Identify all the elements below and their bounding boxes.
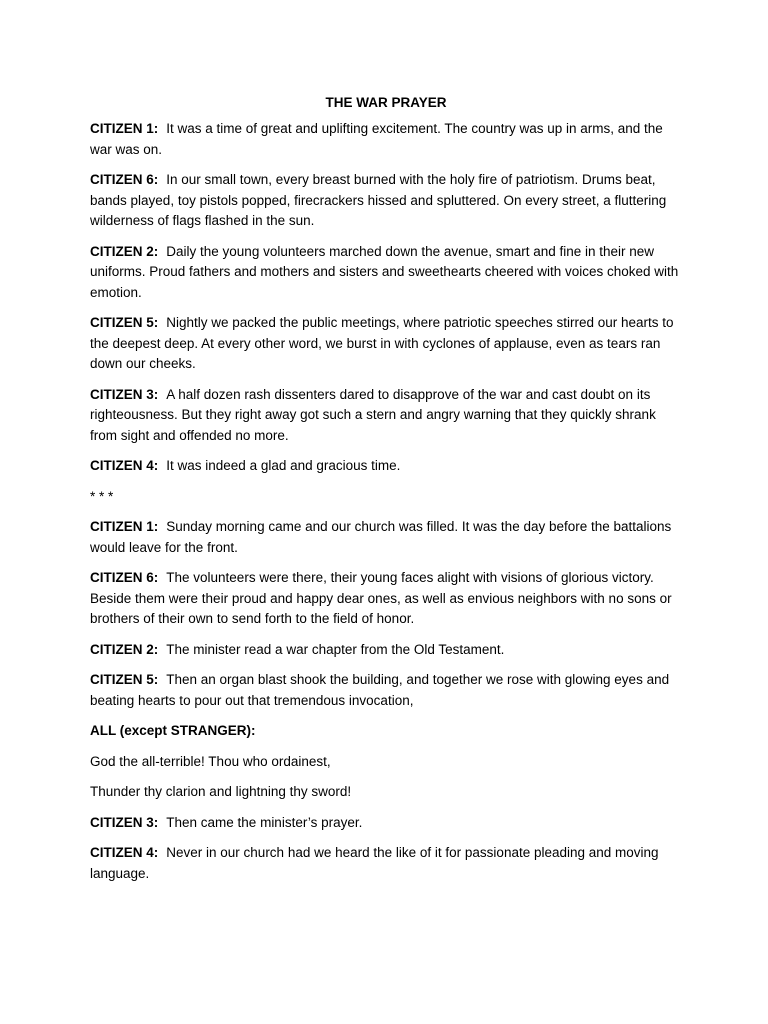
- speaker-label: CITIZEN 2:: [90, 243, 159, 259]
- paragraph: [90, 313, 682, 375]
- speaker-label: CITIZEN 5:: [90, 672, 159, 687]
- paragraph: [90, 242, 682, 304]
- speaker-label: CITIZEN 1:: [90, 121, 159, 136]
- paragraph: [90, 813, 682, 834]
- speaker-label: CITIZEN 6:: [90, 172, 159, 187]
- paragraph-text: It was a time of great and uplifting excitement. The country was up in arms, and the war was on.: [90, 121, 663, 157]
- paragraph: [90, 721, 682, 742]
- paragraph: [90, 670, 682, 711]
- paragraph-text: Never in our church had we heard the like of it for passionate pleading and moving language.: [90, 845, 659, 881]
- paragraph-text: The minister read a war chapter from the Old Testament.: [166, 641, 505, 657]
- paragraph-text: The volunteers were there, their young faces alight with visions of glorious victory. Beside them were their proud and happy dear ones, as well as envious neighbors with no sons or brothers of their own to send forth to the field of honor.: [90, 570, 672, 626]
- paragraph-text: Daily the young volunteers marched down the avenue, smart and fine in their new uniforms. Proud fathers and mothers and sisters and sweethearts cheered with voices choked with emotion.: [90, 243, 679, 300]
- speaker-label: CITIZEN 2:: [90, 641, 159, 657]
- paragraph: [90, 170, 682, 232]
- speaker-label: CITIZEN 5:: [90, 315, 159, 330]
- verse-text: God the all-terrible! Thou who ordainest,: [90, 753, 331, 769]
- paragraph-text: In our small town, every breast burned with the holy fire of patriotism. Drums beat, bands played, toy pistols popped, firecrackers hissed and spluttered. On every street, a fluttering wilderness of flags flashed in the sun.: [90, 172, 667, 228]
- paragraph-text: A half dozen rash dissenters dared to disapprove of the war and cast doubt on its righteousness. But they right away got such a stern and angry warning that they quickly shrank from sight and offended no more.: [90, 386, 656, 443]
- verse-line: [90, 752, 682, 773]
- paragraph: [90, 456, 682, 477]
- speaker-label: CITIZEN 3:: [90, 814, 159, 830]
- document-page: [90, 95, 682, 894]
- section-break-text: * * *: [90, 488, 114, 504]
- paragraph: [90, 119, 682, 160]
- section-break: [90, 487, 682, 508]
- paragraph: [90, 640, 682, 661]
- verse-text: Thunder thy clarion and lightning thy sword!: [90, 784, 352, 799]
- paragraph-text: Then came the minister’s prayer.: [166, 814, 363, 830]
- paragraph-text: Sunday morning came and our church was filled. It was the day before the battalions would leave for the front.: [90, 519, 672, 555]
- paragraph: [90, 517, 682, 558]
- speaker-label: CITIZEN 3:: [90, 386, 159, 402]
- speaker-label: CITIZEN 1:: [90, 519, 159, 534]
- paragraph: [90, 385, 682, 447]
- paragraph: [90, 843, 682, 884]
- document-title: THE WAR PRAYER: [325, 95, 447, 110]
- speaker-label: CITIZEN 4:: [90, 458, 159, 473]
- paragraph-text: Nightly we packed the public meetings, where patriotic speeches stirred our hearts to the deepest deep. At every other word, we burst in with cyclones of applause, even as tears ran down our cheeks.: [90, 315, 674, 371]
- verse-line: [90, 782, 682, 803]
- speaker-label: ALL (except STRANGER):: [90, 723, 256, 738]
- speaker-label: CITIZEN 4:: [90, 845, 159, 860]
- speaker-label: CITIZEN 6:: [90, 570, 159, 585]
- paragraph: [90, 568, 682, 630]
- paragraph-text: Then an organ blast shook the building, and together we rose with glowing eyes and beating hearts to pour out that tremendous invocation,: [90, 672, 670, 708]
- paragraph-text: It was indeed a glad and gracious time.: [166, 458, 401, 473]
